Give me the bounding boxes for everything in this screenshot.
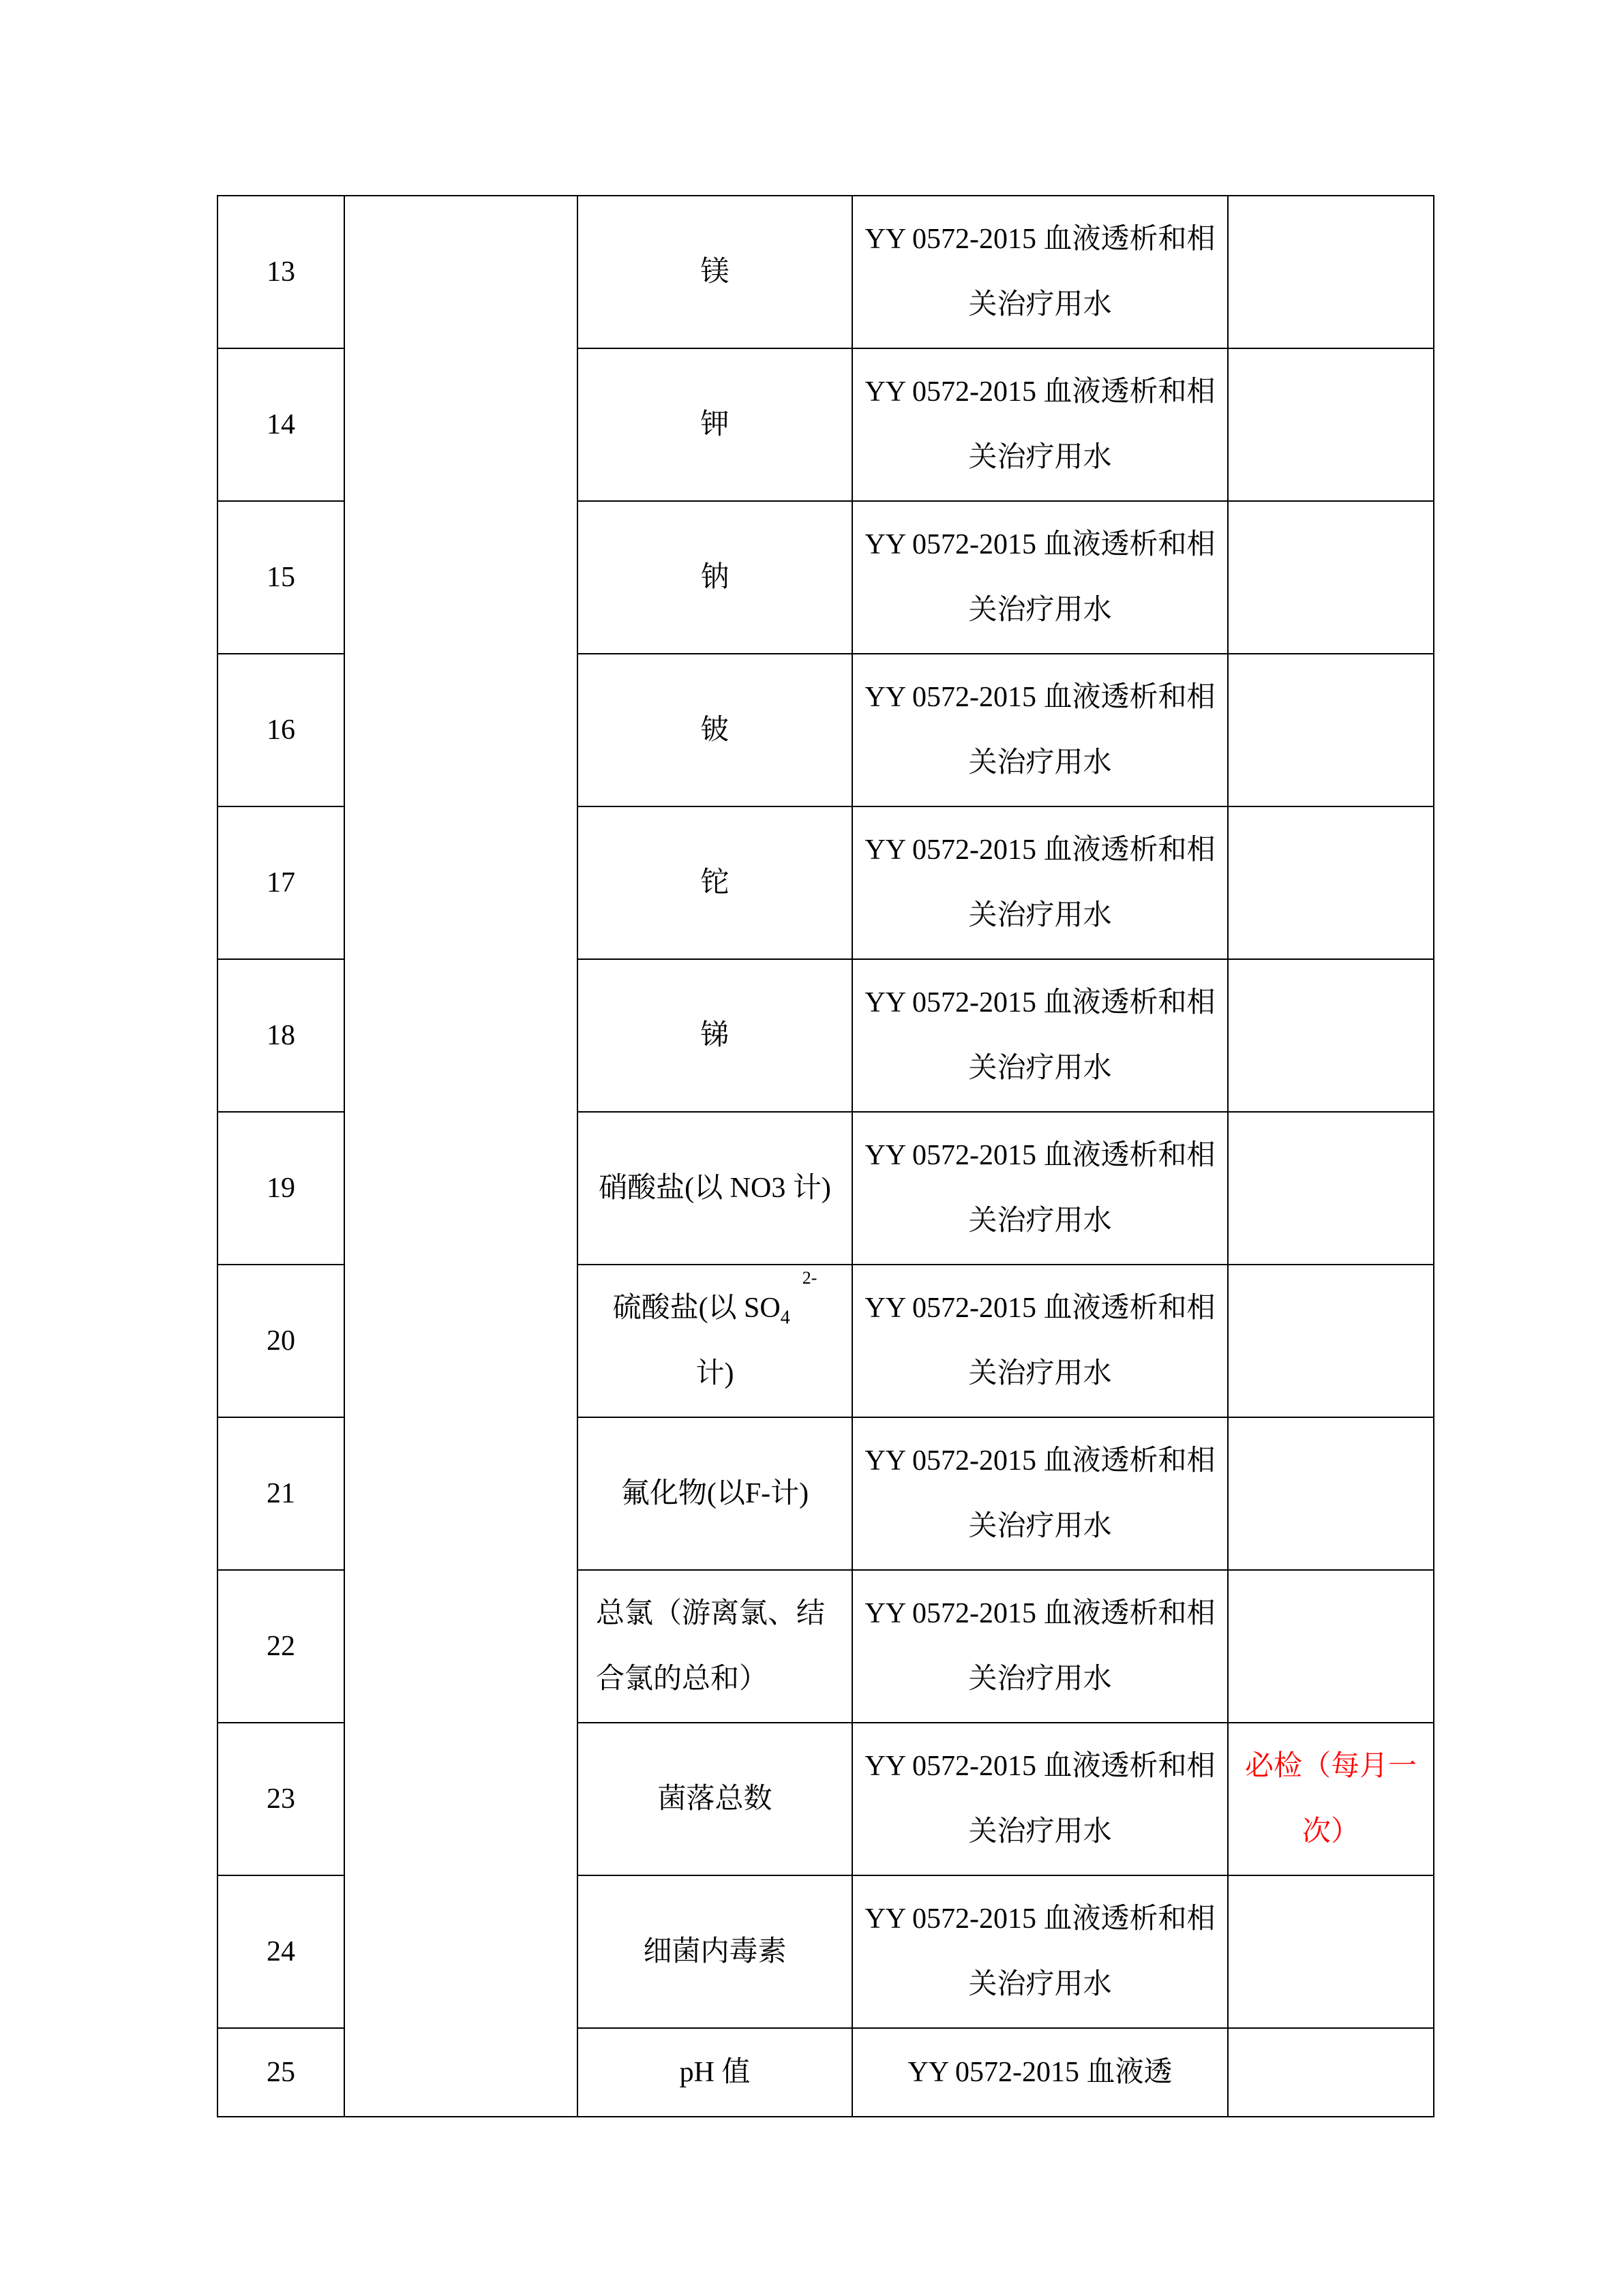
- test-item: 总氯（游离氯、结合氯的总和）: [577, 1570, 852, 1723]
- subscript-number: 4: [780, 1307, 790, 1329]
- row-index: 15: [217, 501, 344, 654]
- ion-charge: 2-: [802, 1268, 817, 1288]
- table-row: [217, 196, 1434, 348]
- category-cell: [344, 196, 577, 2117]
- row-index: 23: [217, 1723, 344, 1875]
- note-cell: [1228, 1875, 1434, 2028]
- note-cell: [1228, 959, 1434, 1112]
- note-cell: [1228, 1417, 1434, 1570]
- standard-reference: YY 0572-2015 血液透析和相关治疗用水: [852, 1417, 1228, 1570]
- row-index: 18: [217, 959, 344, 1112]
- test-item: 铊: [577, 806, 852, 959]
- note-cell: [1228, 806, 1434, 959]
- test-item: 硝酸盐(以 NO3 计): [577, 1112, 852, 1265]
- standard-reference: YY 0572-2015 血液透析和相关治疗用水: [852, 501, 1228, 654]
- note-cell: [1228, 2028, 1434, 2117]
- test-item: 氟化物(以F-计): [577, 1417, 852, 1570]
- test-item: 锑: [577, 959, 852, 1112]
- test-item-suffix: 计): [695, 1358, 734, 1389]
- test-item: [577, 1265, 852, 1417]
- test-item: 镁: [577, 196, 852, 348]
- note-cell: [1228, 196, 1434, 348]
- note-cell-required: 必检（每月一次）: [1228, 1723, 1434, 1875]
- standard-reference: YY 0572-2015 血液透析和相关治疗用水: [852, 806, 1228, 959]
- standard-reference: YY 0572-2015 血液透析和相关治疗用水: [852, 1265, 1228, 1417]
- row-index: 25: [217, 2028, 344, 2117]
- row-index: 17: [217, 806, 344, 959]
- row-index: 20: [217, 1265, 344, 1417]
- standard-reference: YY 0572-2015 血液透析和相关治疗用水: [852, 654, 1228, 806]
- note-cell: [1228, 501, 1434, 654]
- standard-reference: YY 0572-2015 血液透析和相关治疗用水: [852, 348, 1228, 501]
- row-index: 22: [217, 1570, 344, 1723]
- test-item: 细菌内毒素: [577, 1875, 852, 2028]
- test-item: pH 值: [577, 2028, 852, 2117]
- row-index: 21: [217, 1417, 344, 1570]
- water-test-table: [217, 195, 1434, 2117]
- standard-reference: YY 0572-2015 血液透析和相关治疗用水: [852, 959, 1228, 1112]
- standard-reference: YY 0572-2015 血液透析和相关治疗用水: [852, 196, 1228, 348]
- test-item: 菌落总数: [577, 1723, 852, 1875]
- note-cell: [1228, 1570, 1434, 1723]
- test-item: 钠: [577, 501, 852, 654]
- row-index: 13: [217, 196, 344, 348]
- row-index: 14: [217, 348, 344, 501]
- standard-reference: YY 0572-2015 血液透析和相关治疗用水: [852, 1723, 1228, 1875]
- standard-reference: YY 0572-2015 血液透析和相关治疗用水: [852, 1570, 1228, 1723]
- standard-reference: YY 0572-2015 血液透析和相关治疗用水: [852, 1875, 1228, 2028]
- note-cell: [1228, 1265, 1434, 1417]
- note-cell: [1228, 1112, 1434, 1265]
- row-index: 16: [217, 654, 344, 806]
- row-index: 19: [217, 1112, 344, 1265]
- note-cell: [1228, 348, 1434, 501]
- standard-reference: YY 0572-2015 血液透析和相关治疗用水: [852, 1112, 1228, 1265]
- row-index: 24: [217, 1875, 344, 2028]
- test-item: 钾: [577, 348, 852, 501]
- test-item: 铍: [577, 654, 852, 806]
- standard-reference: YY 0572-2015 血液透: [852, 2028, 1228, 2117]
- test-item-prefix: 硫酸盐(以 SO: [612, 1293, 781, 1324]
- note-cell: [1228, 654, 1434, 806]
